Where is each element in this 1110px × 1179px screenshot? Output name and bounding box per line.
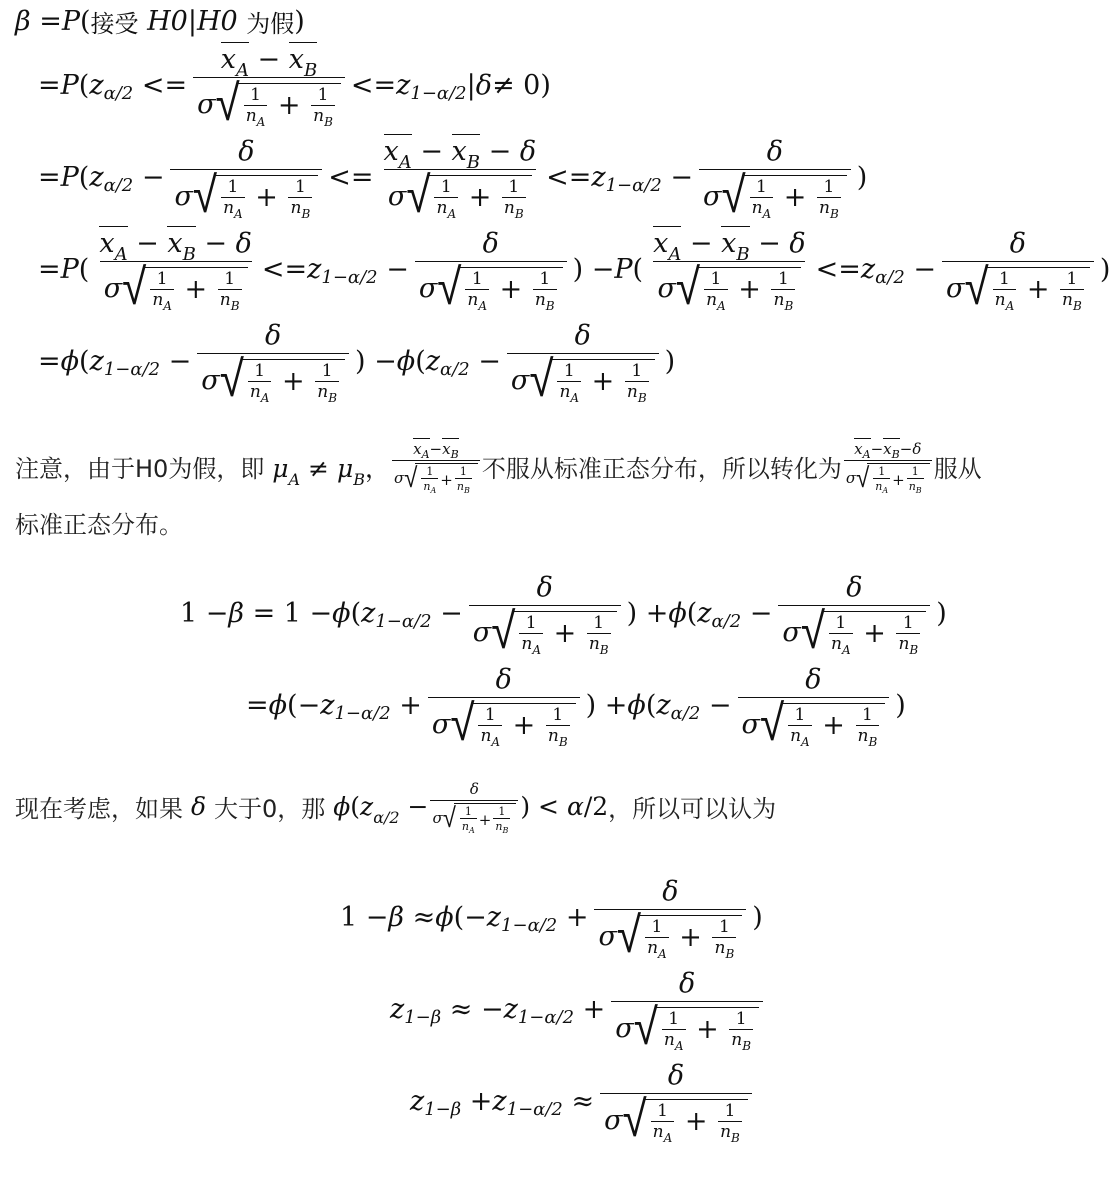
equation-final-line-3: z 1−β + z 1−α/2 ≈ δ σ √ $\frac{1}{n_A}$ + $\frac{1}{n_B}$ [410,1060,758,1142]
equation-power-line-2: = ϕ (− z 1−α/2 + δ σ √ $\frac{1}{n_A}$ + $\frac{1}{n_B}$ ) + ϕ ( z α/2 − δ σ √ $\frac{1}{n_A}$ + $\frac{1}{n_B}$ ) [246,664,906,753]
beta-word-false: 为假 [246,10,295,38]
paragraph-2-text-a: 现在考虑，如果 [15,795,183,824]
paragraph-2: 现在考虑，如果 δ 大于0，那 $\phi(z_{\alpha/2}$ − δ σ √ $\frac{1}{n_A}$ + $\frac{1}{n_B}$ ) < α/2 ，所以可以认为 [15,780,777,836]
equation-final-line-1: 1 − β ≈ ϕ (− z 1−α/2 + δ σ √ $\frac{1}{n_A}$ + $\frac{1}{n_B}$ ) [340,876,763,965]
inline-fraction-2: $x_A-x_B-\delta$ σ √ $\frac{1}{n_A}$ + $\frac{1}{n_B}$ [842,440,934,493]
paragraph-1-text-d: 标准正态分布。 [15,511,183,539]
equation-line-5: = ϕ ( z 1−α/2 − δ σ √ $\frac{1}{n_A}$ + $\frac{1}{n_B}$ ) − ϕ ( z α/2 − δ σ √ $\frac{1}{n_A}$ + $\frac{1}{n_B}$ ) [38,320,676,409]
paragraph-1-text-c: 服从 [933,455,982,484]
equation-line-3: = P ( z α/2 − δ σ √ $\frac{1}{n_A}$ + $\frac{1}{n_B}$ <= $x_A - x_B - \delta$ σ √ $\frac{1}{n_A}$ + $\frac{1}{n_B}$ <= z 1−α/2 − δ σ √ $\frac{1}{n_A}$ + $\frac{1}{n_B}$ ) [38,136,868,225]
equation-power-line-1: 1 − β = 1 − ϕ ( z 1−α/2 − δ σ √ $\frac{1}{n_A}$ + $\frac{1}{n_B}$ ) + ϕ ( z α/2 − δ σ √ $\frac{1}{n_A}$ + $\frac{1}{n_B}$ ) [180,572,947,661]
paragraph-1-text-b: 不服从标准正态分布，所以转化为 [481,455,842,484]
beta-h0: H0|H0 [147,6,238,37]
equation-final-line-2: z 1−β ≈ − z 1−α/2 + δ σ √ $\frac{1}{n_A}$ + $\frac{1}{n_B}$ [390,968,769,1050]
paragraph-1-line-1: 注意，由于H0为假，即 $\mu_A \ne \mu_B$， $x_A-x_B$ σ √ $\frac{1}{n_A}$ + $\frac{1}{n_B}$ 不服从标准正态分布，所以转化为 $x_A-x_B-\delta$ σ √ $\frac{1}{n_A}$ + $\frac{1}{n_B}$ 服从 [15,440,982,496]
paragraph-2-text-b: 大于0，那 [213,795,326,824]
equation-line-4: = P ( $x_A - x_B - \delta$ σ √ $\frac{1}{n_A}$ + $\frac{1}{n_B}$ <= z 1−α/2 − δ σ √ $\frac{1}{n_A}$ + $\frac{1}{n_B}$ ) − P ( $x_A - x_B - \delta$ σ √ $\frac{1}{n_A}$ + $\frac{1}{n_B}$ <= z α/2 − δ σ √ $\frac{1}{n_A}$ + $\frac{1}{n_B}$ ) [38,228,1110,317]
equation-beta-definition: β = P ( 接受 H0|H0 为假 ) [15,6,305,38]
paragraph-2-text-c: ，所以可以认为 [608,795,777,824]
equation-line-2: = P ( z α/2 <= $x_A - x_B$ σ √ $\frac{1}{n_A}$ + $\frac{1}{n_B}$ <= z 1−α/2 | δ ≠ 0) [38,44,551,133]
inline-fraction-1: $x_A-x_B$ σ √ $\frac{1}{n_A}$ + $\frac{1}{n_B}$ [390,440,482,493]
inline-fraction-3: δ σ √ $\frac{1}{n_A}$ + $\frac{1}{n_B}$ [428,780,520,833]
paragraph-1-line-2 [15,505,183,540]
paragraph-1-text-a: 注意，由于H0为假，即 [15,455,265,484]
beta-word-accept: 接受 [90,10,139,38]
